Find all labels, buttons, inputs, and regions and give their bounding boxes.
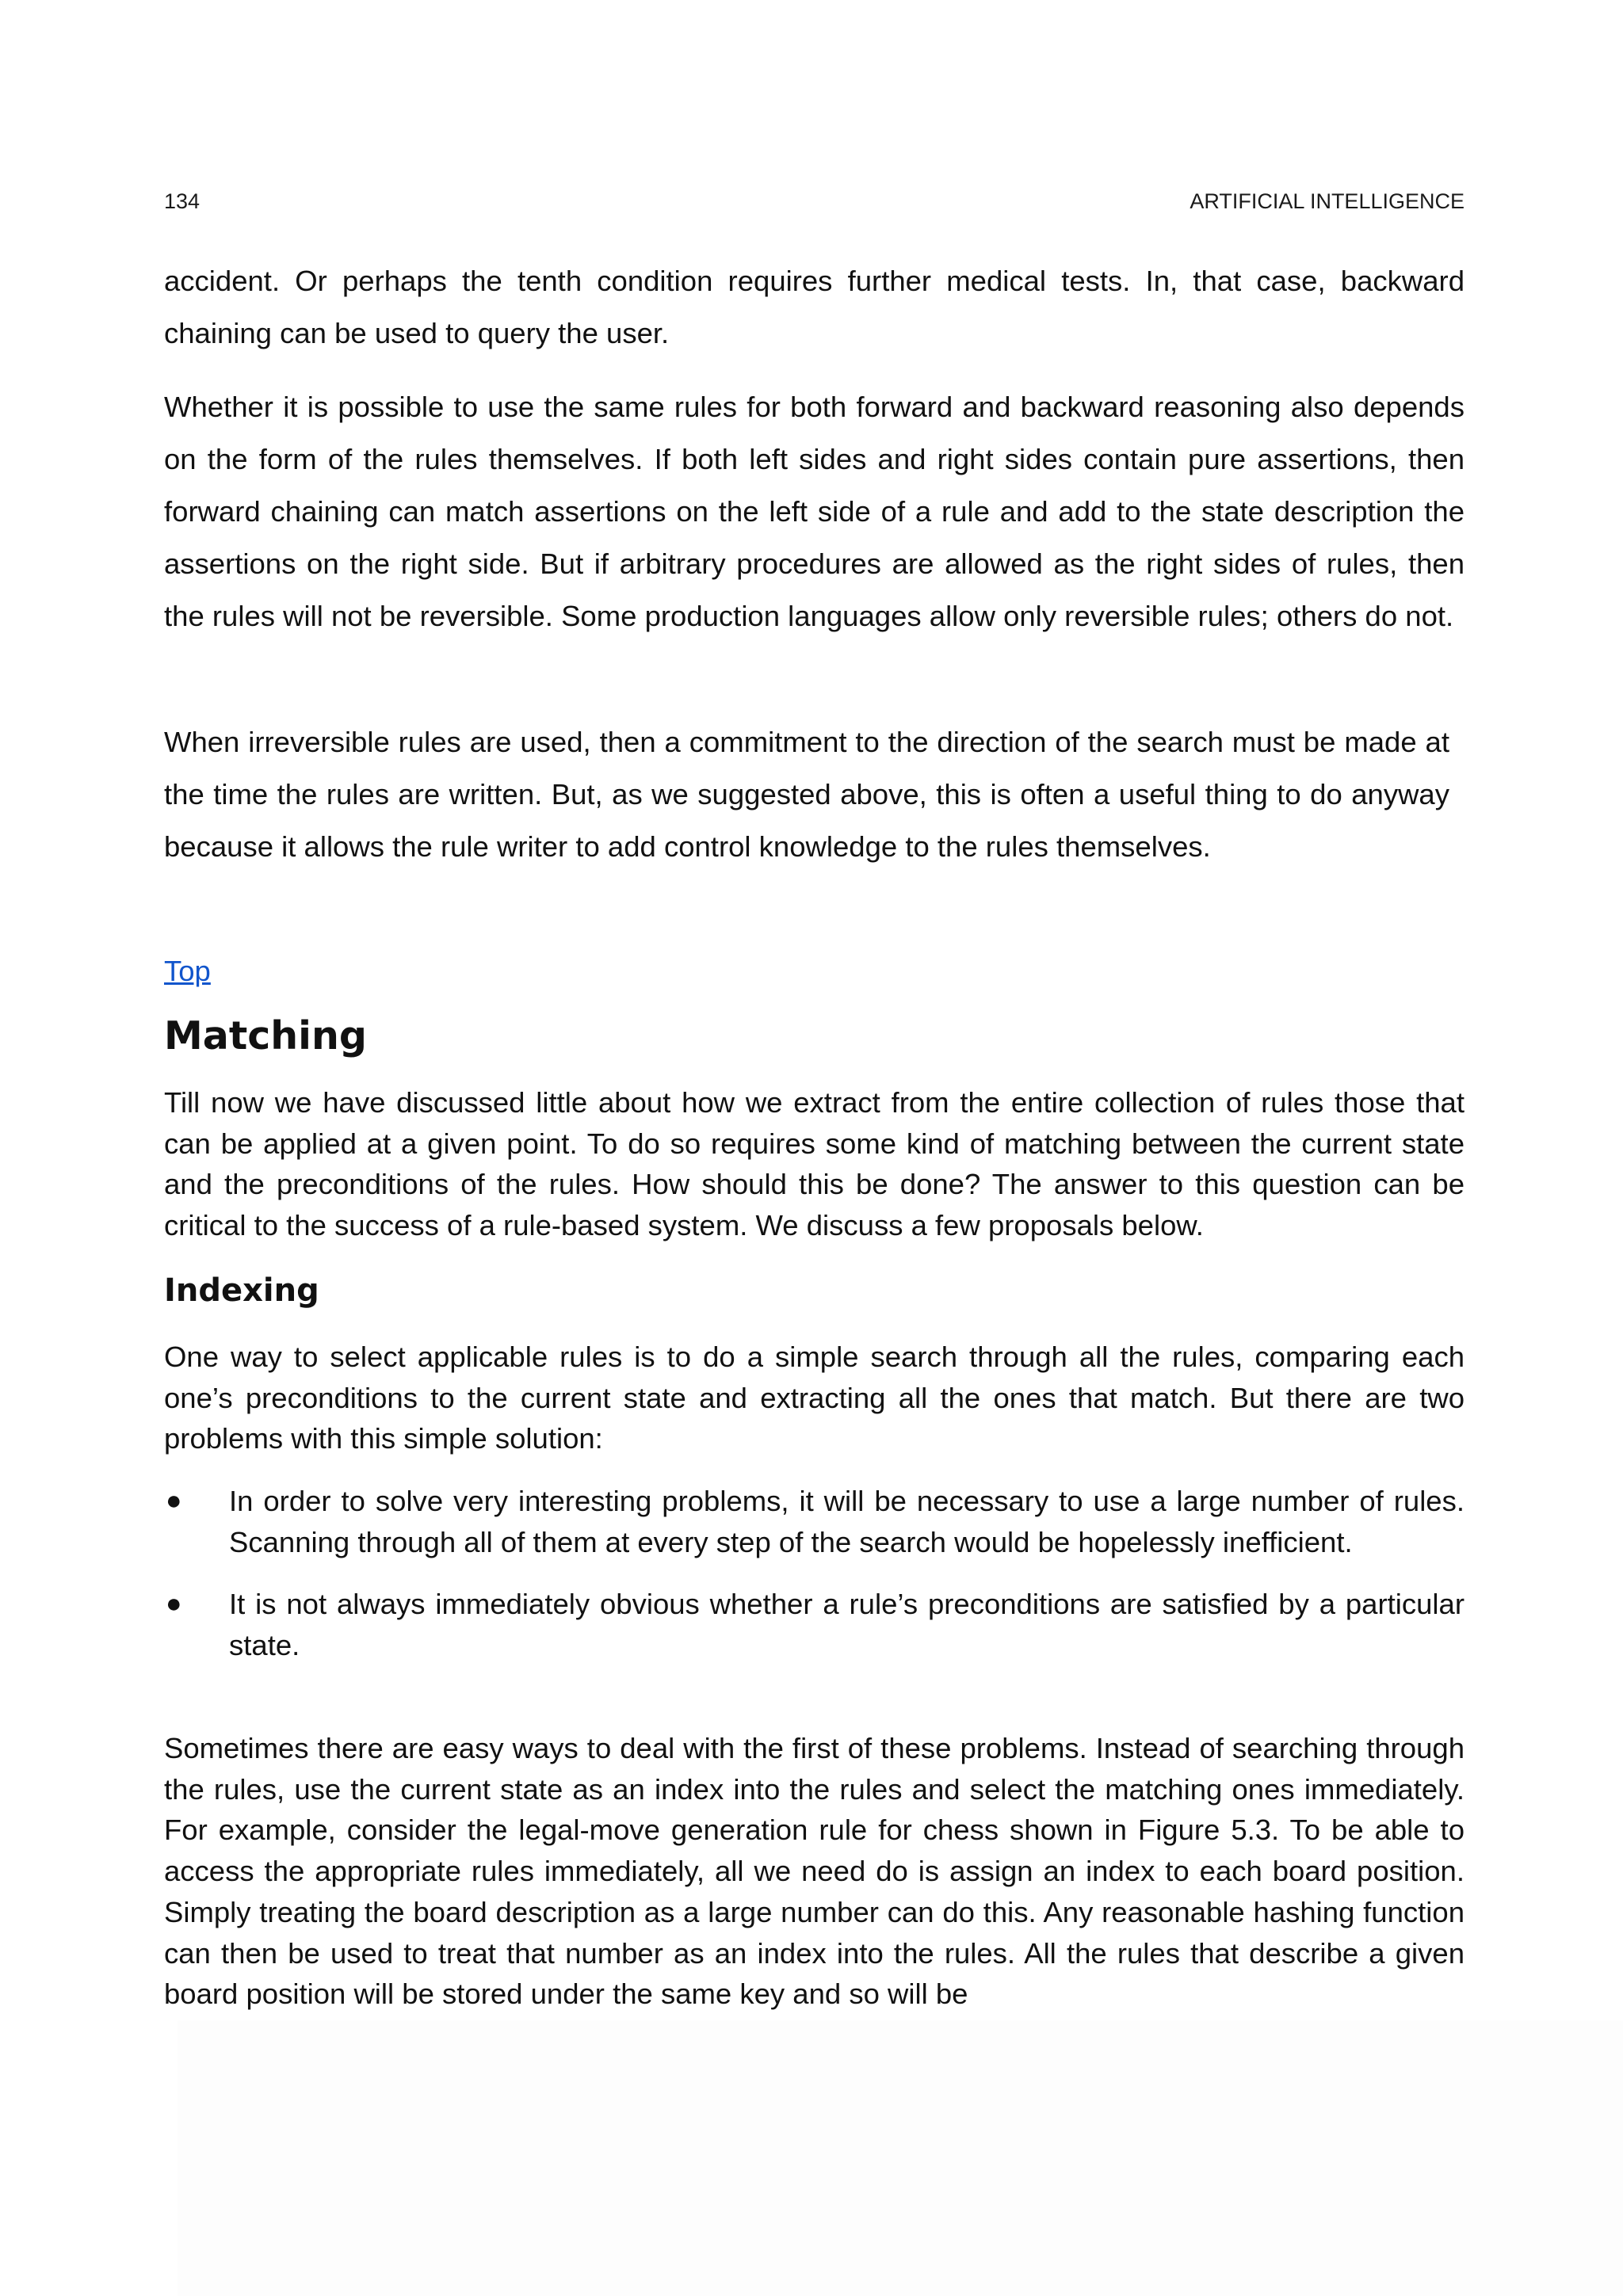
paragraph-irreversible-rules: When irreversible rules are used, then a commitment to the direction of the search must be made at the time the rules are written. But, as we suggested above, this is often a useful thing to do anyway because it allows the rule writer to add control knowledge to the rules themselves. [164, 726, 1449, 863]
top-link[interactable]: Top [164, 955, 211, 987]
list-item-text: In order to solve very interesting problems, it will be necessary to use a large number of rules. Scanning through all of them at every step of the search would be hopelessly inefficient. [229, 1485, 1465, 1558]
paragraph-continuation: accident. Or perhaps the tenth condition requires further medical tests. In, that case, backward chaining can be used to query the user. [164, 265, 1465, 349]
list-item [164, 1584, 1465, 1665]
paragraph-matching-intro: Till now we have discussed little about how we extract from the entire collection of rules those that can be applied at a given point. To do so requires some kind of matching between the current state and the preconditions of the rules. How should this be done? The answer to this question can be critical to the success of a rule-based system. We discuss a few proposals below. [164, 1086, 1465, 1242]
bullet-icon: ● [166, 1589, 182, 1619]
page-shadow [178, 2020, 1623, 2296]
subsection-heading-indexing: Indexing [164, 1272, 319, 1309]
bullet-icon: ● [166, 1486, 182, 1516]
paragraph-forward-backward: Whether it is possible to use the same rules for both forward and backward reasoning also depends on the form of the rules themselves. If both left sides and right sides contain pure assertions, then forward chaining can match assertions on the left side of a rule and add to the state description the assertions on the right side. But if arbitrary procedures are allowed as the right sides of rules, then the rules will not be reversible. Some production languages allow only reversible rules; others do not. [164, 391, 1465, 632]
section-heading-matching: Matching [164, 1013, 367, 1058]
page-number: 134 [164, 189, 200, 213]
list-item [164, 1481, 1465, 1562]
paragraph-indexing-hashing: Sometimes there are easy ways to deal with the first of these problems. Instead of searching through the rules, use the current state as an index into the rules and select the matching ones immediately. For example, consider the legal-move generation rule for chess shown in Figure 5.3. To be able to access the appropriate rules immediately, all we need do is assign an index to each board position. Simply treating the board description as a large number can do this. Any reasonable hashing function can then be used to treat that number as an index into the rules. All the rules that describe a given board position will be stored under the same key and so will be [164, 1732, 1465, 2011]
book-title: ARTIFICIAL INTELLIGENCE [1190, 189, 1465, 213]
paragraph-indexing-intro: One way to select applicable rules is to do a simple search through all the rules, comparing each one’s preconditions to the current state and extracting all the ones that match. But there are two problems with this simple solution: [164, 1341, 1465, 1455]
list-item-text: It is not always immediately obvious whether a rule’s preconditions are satisfied by a particular state. [229, 1588, 1465, 1662]
problems-list [164, 1481, 1465, 1666]
